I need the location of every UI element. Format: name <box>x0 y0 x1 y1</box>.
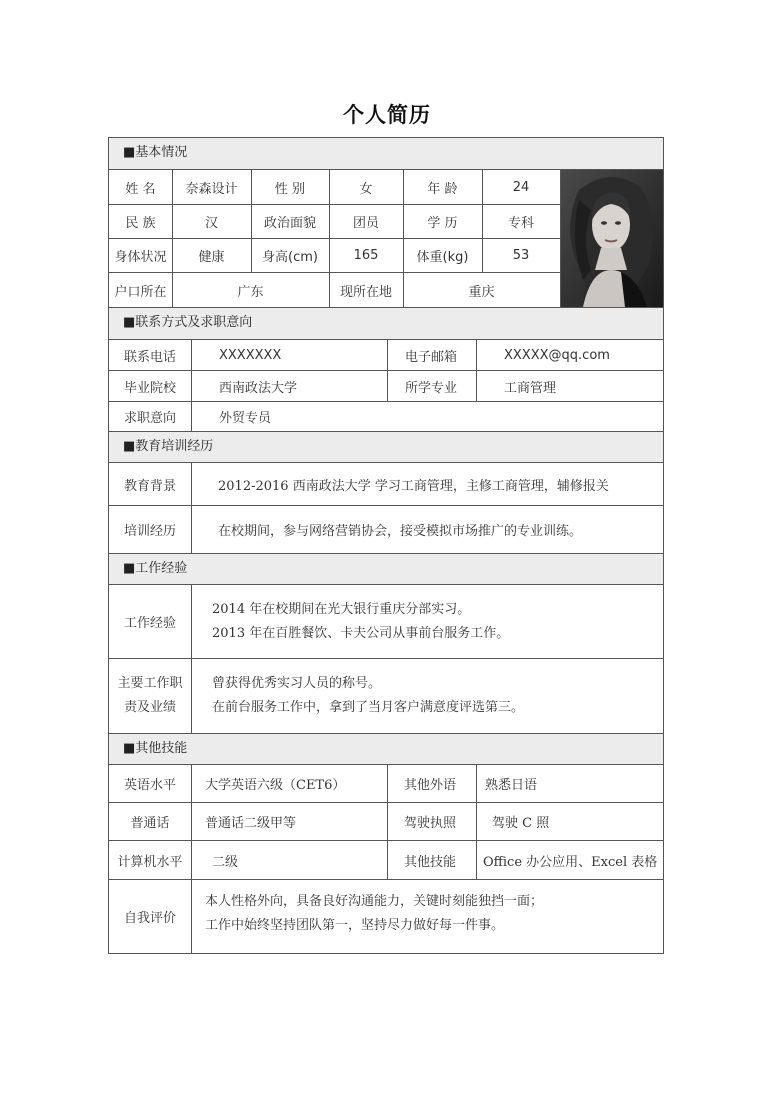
other-skill-value: Office 办公应用、Excel 表格 <box>483 854 658 870</box>
education-bg-value: 2012-2016 西南政法大学 学习工商管理，主修工商管理，辅修报关 <box>218 478 609 494</box>
phone-value: XXXXXXX <box>219 347 282 363</box>
hukou-label: 户口所在 <box>114 284 167 300</box>
section-header-skills: ■其他技能 <box>109 734 663 764</box>
duty-label <box>109 659 191 733</box>
section-header-contact: ■联系方式及求职意向 <box>109 308 663 339</box>
other-lang-value: 熟悉日语 <box>485 778 538 793</box>
weight-label: 体重(kg) <box>416 250 469 265</box>
section-header-education: ■教育培训经历 <box>109 432 663 462</box>
school-value: 西南政法大学 <box>219 380 298 396</box>
health-value: 健康 <box>198 250 225 265</box>
training-label: 培训经历 <box>123 524 176 539</box>
duty-line: 曾获得优秀实习人员的称号。 <box>212 676 382 691</box>
other-lang-label: 其他外语 <box>404 778 457 793</box>
duty-line: 在前台服务工作中，拿到了当月客户满意度评选第三。 <box>212 700 525 715</box>
license-label: 驾驶执照 <box>404 816 457 831</box>
work-exp-label: 工作经验 <box>123 616 176 631</box>
age-value: 24 <box>512 179 530 195</box>
self-eval-line: 本人性格外向，具备良好沟通能力，关键时刻能独挡一面； <box>205 894 544 909</box>
intent-value: 外贸专员 <box>219 411 272 426</box>
gender-label: 性 别 <box>274 181 306 197</box>
residence-label: 现所在地 <box>339 284 392 300</box>
major-value: 工商管理 <box>504 380 557 396</box>
work-exp-line: 2013 年在百胜餐饮、卡夫公司从事前台服务工作。 <box>212 625 510 641</box>
name-label: 姓 名 <box>125 181 156 197</box>
mandarin-value: 普通话二级甲等 <box>205 816 297 831</box>
profile-photo <box>561 170 663 307</box>
age-label: 年 龄 <box>427 181 458 197</box>
height-label: 身高(cm) <box>262 250 318 265</box>
computer-label: 计算机水平 <box>117 854 183 870</box>
work-exp-line: 2014 年在校期间在光大银行重庆分部实习。 <box>212 601 471 617</box>
page-title: 个人简历 <box>343 103 431 127</box>
other-skill-label: 其他技能 <box>404 854 457 870</box>
duty-label-line: 责及业绩 <box>123 700 176 715</box>
duty-label-line: 主要工作职 <box>117 676 183 691</box>
training-value: 在校期间，参与网络营销协会，接受模拟市场推广的专业训练。 <box>218 524 583 539</box>
mandarin-label: 普通话 <box>130 816 170 831</box>
license-value: 驾驶 C 照 <box>492 816 550 831</box>
ethnicity-value: 汉 <box>204 216 218 231</box>
english-value: 大学英语六级（CET6） <box>205 778 346 793</box>
residence-value: 重庆 <box>468 284 495 300</box>
hukou-value: 广东 <box>237 284 264 300</box>
political-label: 政治面貌 <box>263 216 316 231</box>
name-value: 奈森设计 <box>185 181 238 197</box>
self-eval-line: 工作中始终坚持团队第一，坚持尽力做好每一件事。 <box>205 918 505 933</box>
health-label: 身体状况 <box>114 250 167 265</box>
degree-value: 专科 <box>507 216 534 231</box>
degree-label: 学 历 <box>427 216 458 231</box>
self-eval-label: 自我评价 <box>123 911 176 926</box>
email-value: XXXXX@qq.com <box>504 347 610 363</box>
major-label: 所学专业 <box>405 380 458 396</box>
computer-value: 二级 <box>212 854 239 870</box>
section-header-work: ■工作经验 <box>109 554 663 584</box>
ethnicity-label: 民 族 <box>125 216 156 231</box>
weight-value: 53 <box>512 248 530 263</box>
phone-label: 联系电话 <box>123 349 176 365</box>
self-eval-value <box>191 888 663 940</box>
education-bg-label: 教育背景 <box>123 478 176 494</box>
intent-label: 求职意向 <box>123 411 176 426</box>
duty-value <box>191 659 663 733</box>
height-value: 165 <box>353 248 379 263</box>
english-label: 英语水平 <box>123 778 176 793</box>
email-label: 电子邮箱 <box>405 349 458 365</box>
political-value: 团员 <box>352 216 379 231</box>
section-header-basic: ■基本情况 <box>109 138 663 169</box>
school-label: 毕业院校 <box>123 380 176 396</box>
work-exp-value <box>191 585 663 658</box>
gender-value: 女 <box>359 181 373 197</box>
